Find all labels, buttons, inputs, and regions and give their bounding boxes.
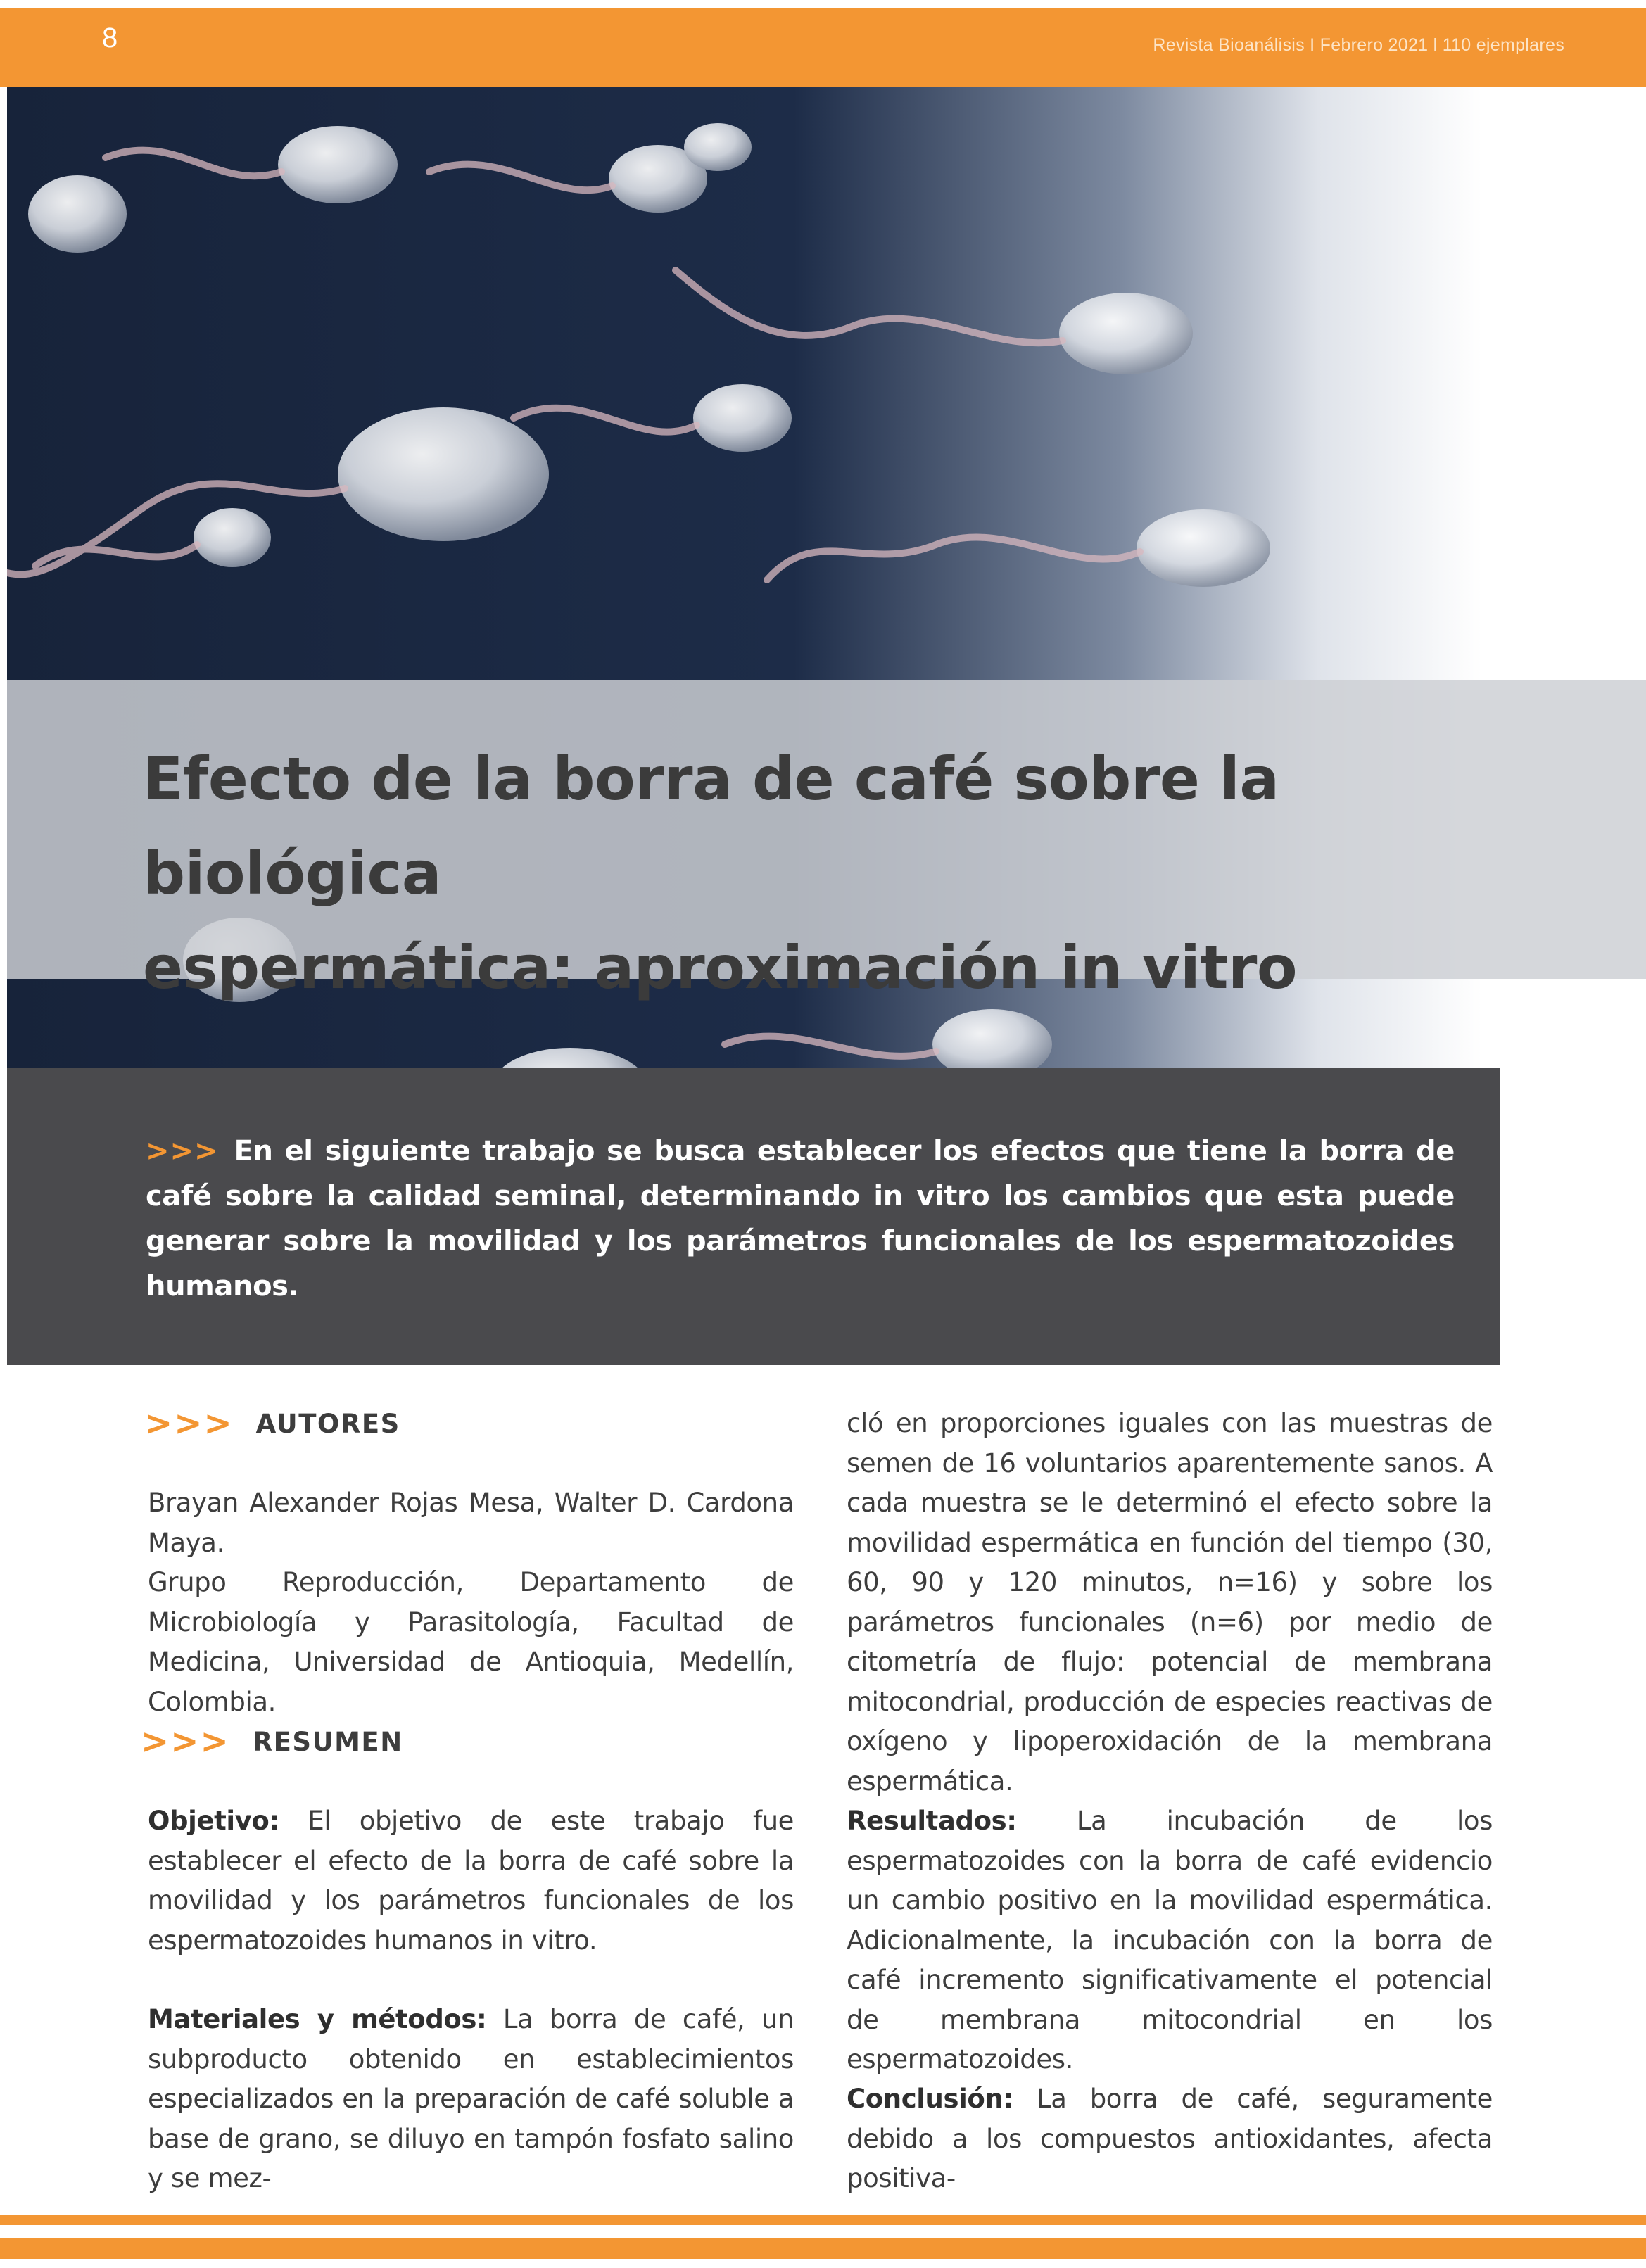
author-affiliation: Grupo Reproducción, Departamento de Microbiología y Parasitología, Facultad de Medicina, Universidad de Antioquia, Medellín, Colombia. <box>148 1567 794 1717</box>
footer-rule-thick <box>0 2238 1646 2259</box>
article-title <box>143 732 1536 1015</box>
objetivo-label: Objetivo: <box>148 1806 279 1836</box>
materiales-text-left: La borra de café, un subproducto obtenido en establecimientos especializados en la preparación de café soluble a base de grano, se diluyo en tampón fosfato salino y se mez- <box>148 2004 794 2193</box>
materiales-continued-paragraph <box>847 1404 1493 1801</box>
resultados-paragraph <box>847 1801 1493 2080</box>
resultados-text: La incubación de los espermatozoides con la borra de café evidencio un cambio positivo en la movilidad espermática. Adicionalmente, la incubación con la borra de café incremento significativamente el potencial de membrana mitocondrial en los espermatozoides. <box>847 1806 1493 2074</box>
authors-heading-label: AUTORES <box>255 1409 400 1439</box>
summary-chevron-marker: >>> <box>141 1722 230 1761</box>
materiales-paragraph <box>148 2000 794 2199</box>
page-number: 8 <box>102 23 118 53</box>
title-line-2: espermática: aproximación in vitro <box>143 933 1298 1002</box>
summary-heading-label: RESUMEN <box>252 1727 403 1757</box>
lead-paragraph <box>146 1129 1455 1309</box>
conclusion-label: Conclusión: <box>847 2084 1013 2114</box>
materiales-text-right: cló en proporciones iguales con las muestras de semen de 16 voluntarios aparentemente sanos. A cada muestra se le determinó el efecto sobre la movilidad espermática en función del tiempo (30, 60, 90 y 120 minutos, n=16) y sobre los parámetros funcionales (n=6) por medio de citometría de flujo: potencial de membrana mitocondrial, producción de especies reactivas de oxígeno y lipoperoxidación de la membrana espermática. <box>847 1408 1493 1797</box>
lead-chevron-marker: >>> <box>146 1135 219 1167</box>
conclusion-text: La borra de café, seguramente debido a los compuestos antioxidantes, afecta positiva- <box>847 2084 1493 2193</box>
running-head: Revista Bioanálisis I Febrero 2021 l 110 ejemplares <box>1153 35 1564 55</box>
footer-rule-thin <box>0 2215 1646 2225</box>
authors-heading <box>144 1404 400 1443</box>
summary-heading <box>141 1722 403 1761</box>
materiales-label: Materiales y métodos: <box>148 2004 487 2034</box>
conclusion-paragraph <box>847 2079 1493 2199</box>
authors-chevron-marker: >>> <box>144 1404 234 1443</box>
lead-text: En el siguiente trabajo se busca establecer los efectos que tiene la borra de café sobre la calidad seminal, determinando in vitro los cambios que esta puede generar sobre la movilidad y los parámetros funcionales de los espermatozoides humanos. <box>146 1135 1455 1303</box>
title-line-1: Efecto de la borra de café sobre la biológica <box>143 745 1279 908</box>
resultados-label: Resultados: <box>847 1806 1017 1836</box>
spermatozoa-illustration <box>7 87 1646 1229</box>
objetivo-text: El objetivo de este trabajo fue establecer el efecto de la borra de café sobre la movilidad y los parámetros funcionales de los espermatozoides humanos in vitro. <box>148 1806 794 1956</box>
author-names: Brayan Alexander Rojas Mesa, Walter D. Cardona Maya. <box>148 1488 794 1558</box>
hero-image <box>7 87 1646 1229</box>
objetivo-paragraph <box>148 1801 794 1960</box>
authors-block <box>148 1483 794 1722</box>
